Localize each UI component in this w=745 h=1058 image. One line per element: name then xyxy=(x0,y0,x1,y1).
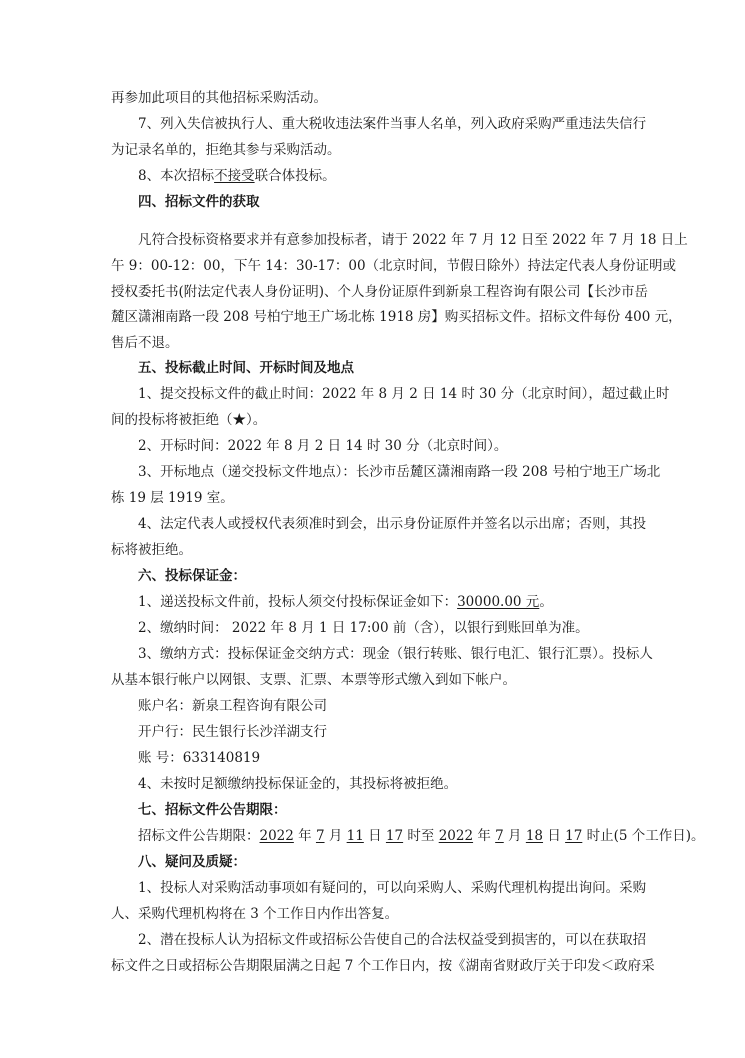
section-heading: 八、疑问及质疑： xyxy=(138,854,246,870)
paragraph-line: 3、缴纳方式：投标保证金交纳方式：现金（银行转账、银行电汇、银行汇票）。投标人 xyxy=(138,646,653,662)
paragraph-line: 凡符合投标资格要求并有意参加投标者，请于 2022 年 7 月 12 日至 2022 年 7 月 18 日上 xyxy=(138,232,688,248)
paragraph-line: 1、提交投标文件的截止时间：2022 年 8 月 2 日 14 时 30 分（北京时间），超过截止时 xyxy=(138,386,670,402)
text-run: 日 xyxy=(543,828,566,844)
text-run: 月 xyxy=(503,828,526,844)
paragraph-line: 间的投标将被拒绝（★）。 xyxy=(111,412,267,428)
date-field: 7 xyxy=(315,828,325,844)
text-run: 联合体投标。 xyxy=(254,168,336,184)
account-name: 账户名：新泉工程咨询有限公司 xyxy=(138,698,327,714)
account-bank: 开户行：民生银行长沙洋湖支行 xyxy=(138,724,327,740)
paragraph-line: 授权委托书(附法定代表人身份证明)、个人身份证原件到新泉工程咨询有限公司【长沙市岳 xyxy=(111,284,649,300)
section-heading: 四、招标文件的获取 xyxy=(138,194,260,210)
text-run: 年 xyxy=(293,828,316,844)
paragraph-line: 7、列入失信被执行人、重大税收违法案件当事人名单，列入政府采购严重违法失信行 xyxy=(138,116,647,132)
deposit-amount: 30000.00 元 xyxy=(457,594,540,610)
account-number: 账 号：633140819 xyxy=(138,750,261,766)
section-heading: 六、投标保证金： xyxy=(138,568,246,584)
paragraph-line: 从基本银行帐户以网银、支票、汇票、本票等形式缴入到如下帐户。 xyxy=(111,672,516,688)
underlined-text: 不接受 xyxy=(214,168,255,184)
date-field: 11 xyxy=(346,828,364,844)
paragraph-line: 麓区潇湘南路一段 208 号柏宁地王广场北栋 1918 房】购买招标文件。招标文件每份 400 元， xyxy=(111,309,682,325)
paragraph-line: 再参加此项目的其他招标采购活动。 xyxy=(111,90,327,106)
date-field: 17 xyxy=(385,828,404,844)
date-field: 2022 xyxy=(438,828,474,844)
text-run: 。 xyxy=(539,594,553,610)
section-heading: 七、招标文件公告期限： xyxy=(138,802,287,818)
paragraph-line: 2、缴纳时间： 2022 年 8 月 1 日 17:00 前（含），以银行到账回单为准。 xyxy=(138,620,589,636)
paragraph-line: 4、未按时足额缴纳投标保证金的，其投标将被拒绝。 xyxy=(138,776,458,792)
paragraph-line: 为记录名单的，拒绝其参与采购活动。 xyxy=(111,142,341,158)
paragraph-line: 2、开标时间：2022 年 8 月 2 日 14 时 30 分（北京时间）。 xyxy=(138,438,508,454)
date-field: 7 xyxy=(495,828,504,844)
paragraph-line: 人、采购代理机构将在 3 个工作日内作出答复。 xyxy=(111,906,399,922)
paragraph-line: 3、开标地点（递交投标文件地点）：长沙市岳麓区潇湘南路一段 208 号柏宁地王广场北 xyxy=(138,464,661,480)
text-run: 招标文件公告期限： xyxy=(138,828,260,844)
text-run: 时至 xyxy=(403,828,439,844)
paragraph-line: 标将被拒绝。 xyxy=(111,542,192,558)
paragraph-line: 标文件之日或招标公告期限届满之日起 7 个工作日内，按《湖南省财政厅关于印发＜政府采 xyxy=(111,958,655,974)
paragraph-line: 栋 19 层 1919 室。 xyxy=(111,490,234,506)
paragraph-line: 售后不退。 xyxy=(111,335,179,351)
paragraph-line: 1、投标人对采购活动事项如有疑问的，可以向采购人、采购代理机构提出询问。采购 xyxy=(138,880,647,896)
text-run: 年 xyxy=(473,828,496,844)
text-run: 月 xyxy=(324,828,347,844)
text-run: 8、本次招标 xyxy=(138,168,215,184)
paragraph-line: 4、法定代表人或授权代表须准时到会，出示身份证原件并签名以示出席；否则，其投 xyxy=(138,516,647,532)
text-run: 时止(5 个工作日)。 xyxy=(582,828,705,844)
paragraph-line xyxy=(138,592,641,612)
text-run: 日 xyxy=(363,828,386,844)
paragraph-line: 2、潜在投标人认为招标文件或招标公告使自己的合法权益受到损害的，可以在获取招 xyxy=(138,932,647,948)
paragraph-line xyxy=(138,166,641,186)
paragraph-line: 午 9：00-12：00，下午 14：30-17：00（北京时间，节假日除外）持法定代表人身份证明或 xyxy=(111,258,677,274)
date-field: 18 xyxy=(525,828,544,844)
section-heading: 五、投标截止时间、开标时间及地点 xyxy=(138,360,354,376)
date-field: 17 xyxy=(565,828,583,844)
notice-period-line xyxy=(138,826,705,846)
text-run: 1、递送投标文件前，投标人须交付投标保证金如下： xyxy=(138,594,458,610)
date-field: 2022 xyxy=(259,828,294,844)
